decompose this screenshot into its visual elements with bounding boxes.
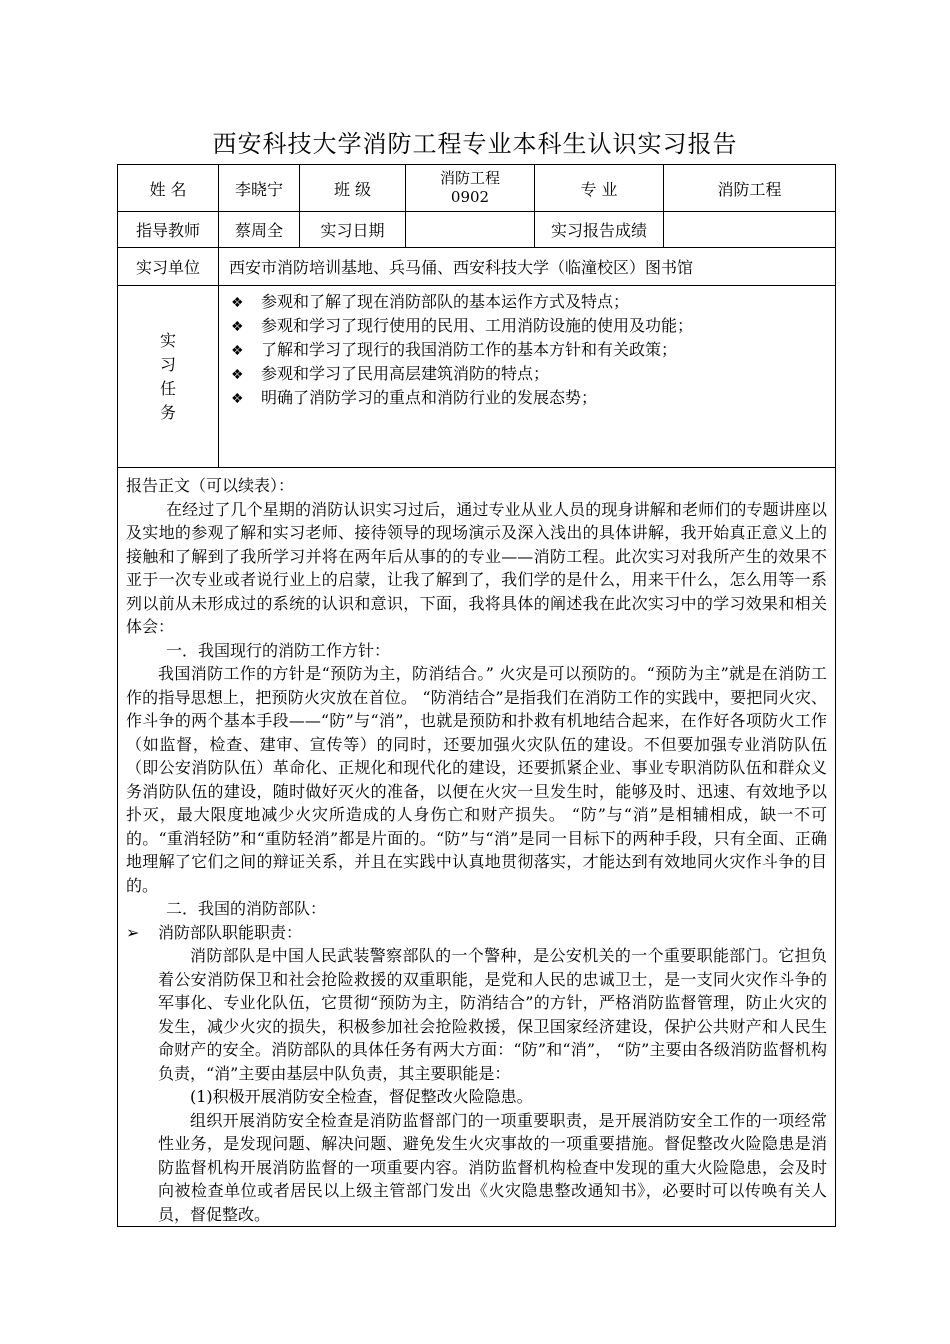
task-list-cell	[219, 286, 836, 468]
unit-value: 西安市消防培训基地、兵马俑、西安科技大学（临潼校区）图书馆	[219, 248, 836, 286]
duty-title: 消防部队职能职责：	[158, 922, 303, 942]
list-item	[231, 386, 835, 410]
name-label: 姓 名	[118, 165, 219, 212]
task-label-char: 务	[159, 402, 176, 422]
task-text: 参观和学习了现行使用的民用、工用消防设施的使用及功能；	[261, 316, 694, 335]
report-heading: 报告正文（可以续表）：	[126, 476, 295, 495]
item1-body: 组织开展消防安全检查是消防监督部门的一项重要职责，是开展消防安全工作的一项经常性业务，是发现问题、解决问题、避免发生火灾事故的一项重要措施。督促整改火险隐患是消防监督机构开展消防监督的一项重要内容。消防监督机构检查中发现的重大火险隐患，会及时向被检查单位或者居民以上级主管部门发出《火灾隐患整改通知书》，必要时可以传唤有关人员，督促整改。	[158, 1110, 827, 1224]
class-value	[406, 165, 535, 212]
task-label-char: 习	[159, 354, 176, 374]
report-body-cell	[118, 468, 836, 1227]
score-label: 实习报告成绩	[535, 212, 664, 248]
task-text: 参观和学习了民用高层建筑消防的特点；	[261, 364, 550, 383]
task-label-char: 任	[159, 378, 176, 398]
class-label: 班 级	[300, 165, 406, 212]
teacher-value: 蔡周全	[219, 212, 300, 248]
list-item	[231, 290, 835, 314]
item1-title: (1)积极开展消防安全检查，督促整改火险隐患。	[190, 1087, 533, 1106]
duty-section	[126, 944, 827, 1226]
task-text: 了解和学习了现行的我国消防工作的基本方针和有关政策；	[261, 340, 678, 359]
class-value-line1: 消防工程	[439, 169, 500, 187]
teacher-label: 指导教师	[118, 212, 219, 248]
section1-body: 我国消防工作的方针是“预防为主，防消结合。” 火灾是可以预防的。“预防为主”就是在消防工作的指导思想上，把预防火灾放在首位。 “防消结合”是指我们在消防工作的实践中，要把同火灾、作斗争的两个基本手段——“防”与“消”，也就是预防和扑救有机地结合起来，在作好各项防火工作（如监督，检查、建审、宣传等）的同时，还要加强火灾队伍的建设。不但要加强专业消防队伍（即公安消防队伍）革命化、正规化和现代化的建设，还要抓紧企业、事业专职消防队伍和群众义务消防队伍的建设，随时做好灭火的准备，以便在火灾一旦发生时，能够及时、迅速、有效地予以扑灭，最大限度地减少火灾所造成的人身伤亡和财产损失。 “防”与“消”是相辅相成，缺一不可的。“重消轻防”和“重防轻消”都是片面的。“防”与“消”是同一目标下的两种手段，只有全面、正确地理解了它们之间的辩证关系，并且在实践中认真地贯彻落实，才能达到有效地同火灾作斗争的目的。	[126, 664, 827, 895]
task-label-char: 实	[159, 330, 176, 350]
diamond-bullet-icon: ❖	[231, 343, 244, 359]
duty-body: 消防部队是中国人民武装警察部队的一个警种，是公安机关的一个重要职能部门。它担负着公安消防保卫和社会抢险救援的双重职能，是党和人民的忠诚卫士，是一支同火灾作斗争的军事化、专业化队伍，它贯彻“预防为主，防消结合”的方针，严格消防监督管理，防止火灾的发生，减少火灾的损失，积极参加社会抢险救援，保卫国家经济建设，保护公共财产和人民生命财产的安全。消防部队的具体任务有两大方面：“防”和“消”， “防”主要由各级消防监督机构负责，“消”主要由基层中队负责，其主要职能是：	[158, 946, 827, 1083]
task-text: 明确了消防学习的重点和消防行业的发展态势；	[261, 388, 598, 407]
major-value: 消防工程	[664, 165, 836, 212]
score-value	[664, 212, 836, 248]
date-label: 实习日期	[300, 212, 406, 248]
diamond-bullet-icon: ❖	[231, 319, 244, 335]
report-intro: 在经过了几个星期的消防认识实习过后，通过专业从业人员的现身讲解和老师们的专题讲座以及实地的参观了解和实习老师、接待领导的现场演示及深入浅出的具体讲解，我开始真正意义上的接触和了解到了我所学习并将在两年后从事的的专业——消防工程。此次实习对我所产生的效果不亚于一次专业或者说行业上的启蒙，让我了解到了，我们学的是什么，用来干什么，怎么用等一系列以前从未形成过的系统的认识和意识，下面，我将具体的阐述我在此次实习中的学习效果和相关体会：	[126, 499, 827, 636]
section2-title: 二．我国的消防部队：	[166, 899, 327, 918]
section1-title: 一．我国现行的消防工作方针：	[166, 640, 391, 660]
task-list	[219, 286, 835, 410]
page-title: 西安科技大学消防工程专业本科生认识实习报告	[212, 130, 738, 158]
major-label: 专 业	[535, 165, 664, 212]
list-item	[231, 314, 835, 338]
arrow-bullet-icon: ➢	[126, 922, 140, 942]
diamond-bullet-icon: ❖	[231, 367, 244, 383]
report-form-table	[117, 164, 836, 1227]
diamond-bullet-icon: ❖	[231, 295, 244, 311]
task-label	[118, 286, 219, 468]
task-text: 参观和了解了现在消防部队的基本运作方式及特点；	[261, 292, 630, 311]
date-value	[406, 212, 535, 248]
list-item	[231, 362, 835, 386]
duty-heading	[126, 921, 827, 945]
unit-label: 实习单位	[118, 248, 219, 286]
class-value-line2: 0902	[450, 188, 490, 206]
name-value: 李晓宁	[219, 165, 300, 212]
diamond-bullet-icon: ❖	[231, 391, 244, 407]
list-item	[231, 338, 835, 362]
